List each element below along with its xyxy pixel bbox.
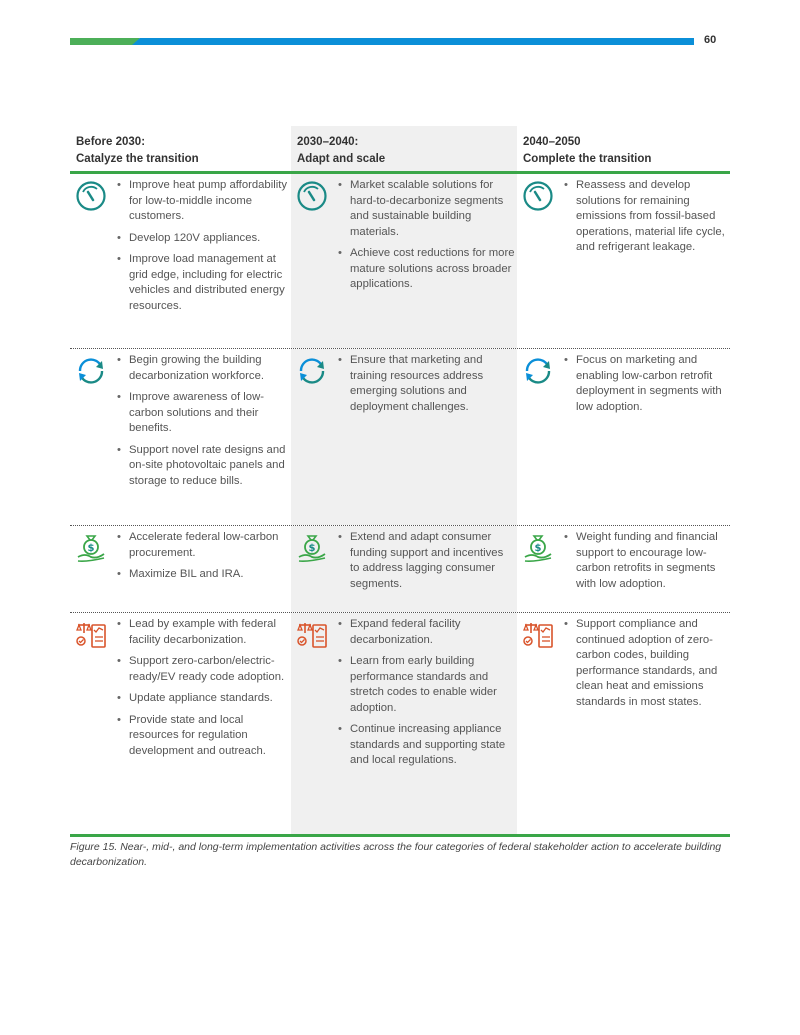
bullet-list [115,530,289,589]
list-item: • Expand federal facility decarbonization. [336,617,515,648]
list-item: • Weight funding and financial support to encourage low-carbon retrofits in segments with low adoption. [562,530,728,592]
list-item: • Ensure that marketing and training resources address emerging solutions and deployment challenges. [336,353,515,415]
table-cell [291,613,517,834]
list-item: • Support novel rate designs and on-site photovoltaic panels and storage to reduce bills. [115,443,289,490]
gauge-icon [296,180,328,212]
list-item: • Provide state and local resources for regulation development and outreach. [115,713,289,760]
svg-text:$: $ [308,543,316,554]
table-cell [70,174,291,348]
green-accent [70,38,140,45]
bullet-list [562,178,728,262]
table-cell [517,613,730,834]
bullet-list [115,353,289,495]
bullet-list [336,353,515,421]
table-cell [291,526,517,612]
cycle-arrows-icon [296,355,328,387]
list-item: • Improve awareness of low-carbon solutions and their benefits. [115,390,289,437]
table-cell [291,349,517,525]
list-item: • Improve heat pump affordability for low-to-middle income customers. [115,178,289,225]
blue-accent [132,38,694,45]
table-row [70,349,730,526]
list-item: • Lead by example with federal facility decarbonization. [115,617,289,648]
header-col-2: 2030–2040: Adapt and scale [291,126,517,171]
list-item: • Market scalable solutions for hard-to-decarbonize segments and sustainable building materials. [336,178,515,240]
table-row [70,613,730,837]
header-col-3: 2040–2050 Complete the transition [523,136,652,165]
list-item: • Extend and adapt consumer funding support and incentives to address lagging consumer segments. [336,530,515,592]
list-item: • Improve load management at grid edge, including for electric vehicles and distributed energy resources. [115,252,289,314]
list-item: • Develop 120V appliances. [115,231,289,247]
bullet-list [336,178,515,299]
list-item: • Achieve cost reductions for more mature solutions across broader applications. [336,246,515,293]
policy-scales-icon [75,619,107,651]
table-body [70,174,730,837]
bullet-list [562,530,728,598]
cycle-arrows-icon [75,355,107,387]
policy-scales-icon [522,619,554,651]
gauge-icon [75,180,107,212]
page-number: 60 [704,34,717,46]
list-item: • Support zero-carbon/electric-ready/EV ready code adoption. [115,654,289,685]
table-cell [70,613,291,834]
bullet-list [115,178,289,320]
list-item: • Reassess and develop solutions for remaining emissions from fossil-based operations, material life cycle, and refrigerant leakage. [562,178,728,256]
bullet-list [336,530,515,598]
money-bag-hand-icon [75,532,107,564]
table-row [70,174,730,349]
top-accent-bar [70,38,694,45]
table-cell [517,526,730,612]
gauge-icon [522,180,554,212]
table-cell [70,526,291,612]
list-item: • Update appliance standards. [115,691,289,707]
implementation-table [70,126,730,837]
list-item: • Focus on marketing and enabling low-carbon retrofit deployment in segments with low adoption. [562,353,728,415]
bullet-list [562,353,728,421]
list-item: • Accelerate federal low-carbon procurement. [115,530,289,561]
cycle-arrows-icon [522,355,554,387]
list-item: • Learn from early building performance standards and stretch codes to enable wider adoption. [336,654,515,716]
money-bag-hand-icon [296,532,328,564]
svg-text:$: $ [87,543,95,554]
bullet-list [562,617,728,716]
table-cell [517,349,730,525]
header-col-1: Before 2030: Catalyze the transition [76,136,199,165]
svg-text:$: $ [534,543,542,554]
list-item: • Maximize BIL and IRA. [115,567,289,583]
policy-scales-icon [296,619,328,651]
table-cell [291,174,517,348]
list-item: • Continue increasing appliance standards and supporting state and local regulations. [336,722,515,769]
bullet-list [115,617,289,765]
list-item: • Begin growing the building decarbonization workforce. [115,353,289,384]
figure-caption: Figure 15. Near-, mid-, and long-term implementation activities across the four categories of federal stakeholder action to accelerate building decarbonization. [70,841,722,868]
money-bag-hand-icon [522,532,554,564]
bullet-list [336,617,515,775]
table-cell [70,349,291,525]
table-row [70,526,730,613]
table-cell [517,174,730,348]
table-header [70,126,730,174]
list-item: • Support compliance and continued adoption of zero-carbon codes, building performance standards, and clean heat and emissions standards in most states. [562,617,728,710]
